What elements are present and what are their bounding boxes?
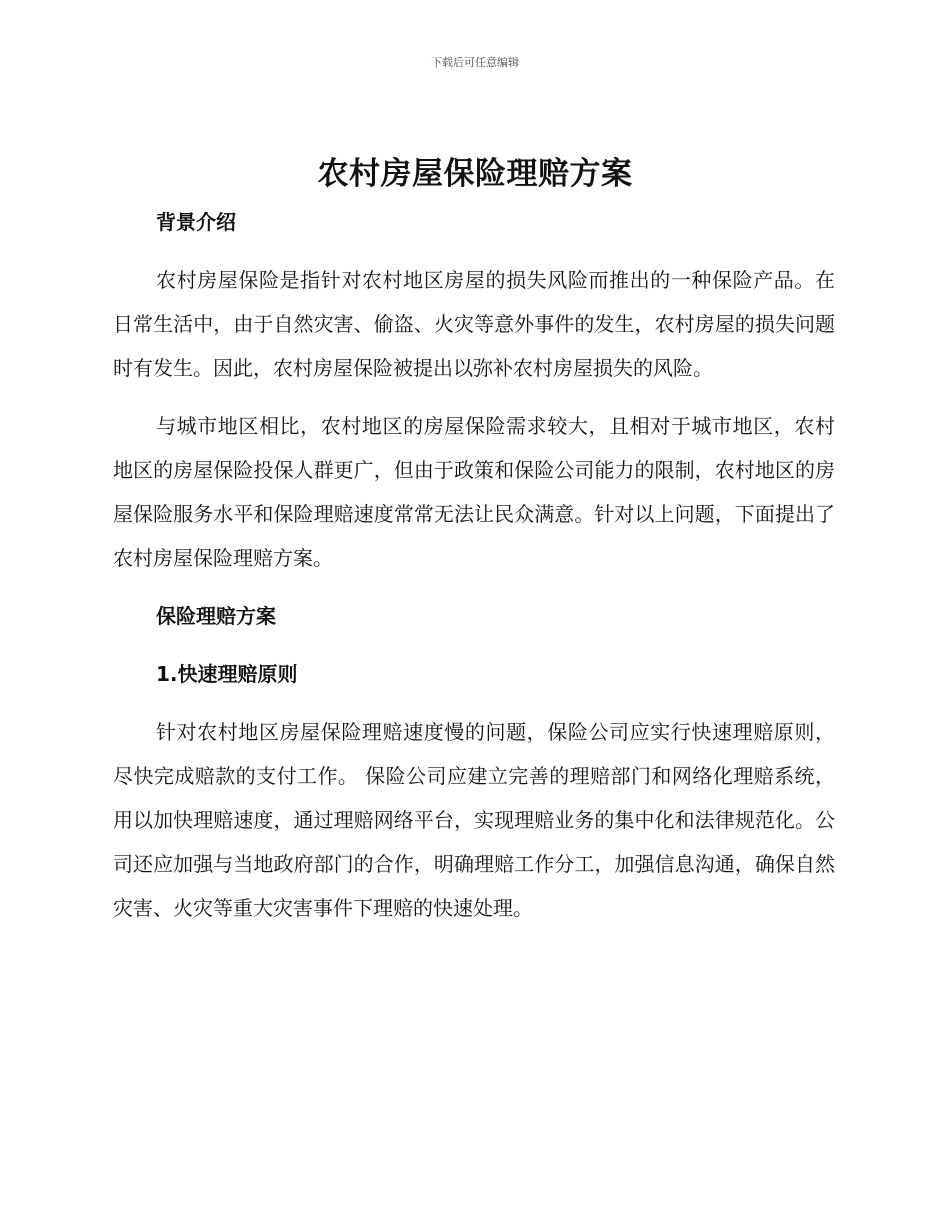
paragraph-background-1: 农村房屋保险是指针对农村地区房屋的损失风险而推出的一种保险产品。在日常生活中，由于自然灾害、偷盗、火灾等意外事件的发生，农村房屋的损失问题时有发生。因此，农村房屋保险被提出以弥补农村房屋损失的风险。 (113, 268, 835, 380)
section-heading-plan: 保险理赔方案 (156, 604, 276, 628)
subsection-heading-fast-claims: 1.快速理赔原则 (156, 662, 298, 686)
paragraph-fast-claims: 针对农村地区房屋保险理赔速度慢的问题，保险公司应实行快速理赔原则，尽快完成赔款的支付工作。 保险公司应建立完善的理赔部门和网络化理赔系统，用以加快理赔速度，通过理赔网络平台，实现理赔业务的集中化和法律规范化。公司还应加强与当地政府部门的合作，明确理赔工作分工，加强信息沟通，确保自然灾害、火灾等重大灾害事件下理赔的快速处理。 (113, 720, 835, 920)
section-heading-background: 背景介绍 (156, 210, 236, 234)
document-body (113, 200, 835, 930)
paragraph-background-2: 与城市地区相比，农村地区的房屋保险需求较大，且相对于城市地区，农村地区的房屋保险投保人群更广，但由于政策和保险公司能力的限制，农村地区的房屋保险服务水平和保险理赔速度常常无法让民众满意。针对以上问题，下面提出了农村房屋保险理赔方案。 (113, 414, 835, 570)
header-note: 下载后可任意编辑 (431, 56, 519, 69)
document-title: 农村房屋保险理赔方案 (317, 156, 633, 192)
